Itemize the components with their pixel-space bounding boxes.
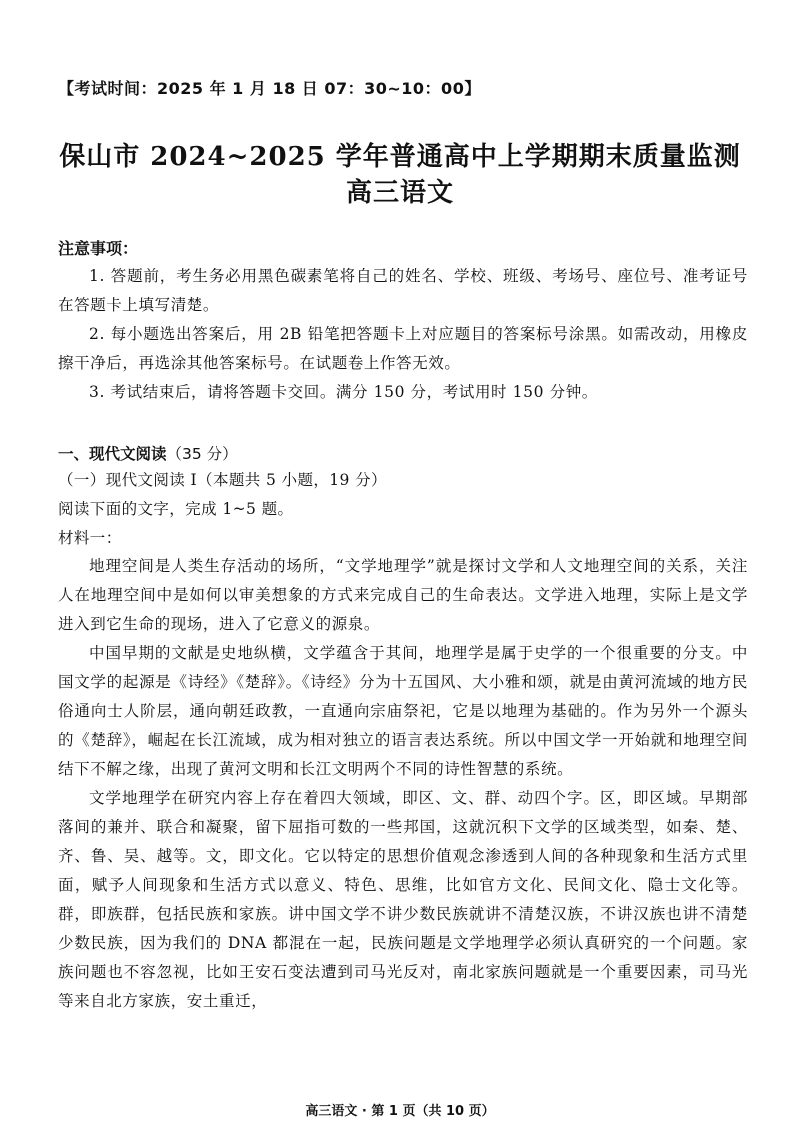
section-score: （35 分） xyxy=(166,445,238,463)
section-title: 一、现代文阅读 xyxy=(58,445,167,463)
passage-paragraph: 地理空间是人类生存活动的场所，“文学地理学”就是探讨文学和人文地理空间的关系，关注人在地理空间中是如何以审美想象的方式来完成自己的生命表达。文学进入地理，实际上是文学进入到它生命的现场，进入了它意义的源泉。 xyxy=(58,557,748,633)
material-label: 材料一： xyxy=(58,529,122,547)
notes-list xyxy=(58,262,748,407)
exam-title: 保山市 2024~2025 学年普通高中上学期期末质量监测 xyxy=(59,142,741,172)
section-heading xyxy=(58,442,238,464)
instruction: 阅读下面的文字，完成 1~5 题。 xyxy=(58,500,294,518)
page-footer: 高三语文 · 第 1 页（共 10 页） xyxy=(305,1104,495,1119)
passage xyxy=(58,552,748,1016)
exam-time: 【考试时间：2025 年 1 月 18 日 07：30~10：00】 xyxy=(58,79,481,98)
passage-paragraph: 文学地理学在研究内容上存在着四大领域，即区、文、群、动四个字。区，即区域。早期部落间的兼并、联合和凝聚，留下屈指可数的一些邦国，这就沉积下文学的区域类型，如秦、楚、齐、鲁、吴、越等。文，即文化。它以特定的思想价值观念渗透到人间的各种现象和生活方式里面，赋予人间现象和生活方式以意义、特色、思维，比如官方文化、民间文化、隐士文化等。群，即族群，包括民族和家族。讲中国文学不讲少数民族就讲不清楚汉族，不讲汉族也讲不清楚少数民族，因为我们的 DNA 都混在一起，民族问题是文学地理学必须认真研究的一个问题。家族问题也不容忽视，比如王安石变法遭到司马光反对，南北家族问题就是一个重要因素，司马光等来自北方家族，安土重迁， xyxy=(58,789,748,1010)
sub-heading: （一）现代文阅读 I（本题共 5 小题，19 分） xyxy=(58,471,387,489)
note-item: 1. 答题前，考生务必用黑色碳素笔将自己的姓名、学校、班级、考场号、座位号、准考证号在答题卡上填写清楚。 xyxy=(58,267,748,314)
section-intro xyxy=(58,466,387,553)
passage-paragraph: 中国早期的文献是史地纵横，文学蕴含于其间，地理学是属于史学的一个很重要的分支。中国文学的起源是《诗经》《楚辞》。《诗经》分为十五国风、大小雅和颂，就是由黄河流域的地方民俗通向士人阶层，通向朝廷政教，一直通向宗庙祭祀，它是以地理为基础的。作为另外一个源头的《楚辞》，崛起在长江流域，成为相对独立的语言表达系统。所以中国文学一开始就和地理空间结下不解之缘，出现了黄河文明和长江文明两个不同的诗性智慧的系统。 xyxy=(58,644,748,778)
notes-heading: 注意事项： xyxy=(58,239,139,258)
note-item: 2. 每小题选出答案后，用 2B 铅笔把答题卡上对应题目的答案标号涂黑。如需改动，用橡皮擦干净后，再选涂其他答案标号。在试题卷上作答无效。 xyxy=(58,325,748,372)
exam-subject: 高三语文 xyxy=(345,178,454,208)
note-item: 3. 考试结束后，请将答题卡交回。满分 150 分，考试用时 150 分钟。 xyxy=(89,383,598,401)
